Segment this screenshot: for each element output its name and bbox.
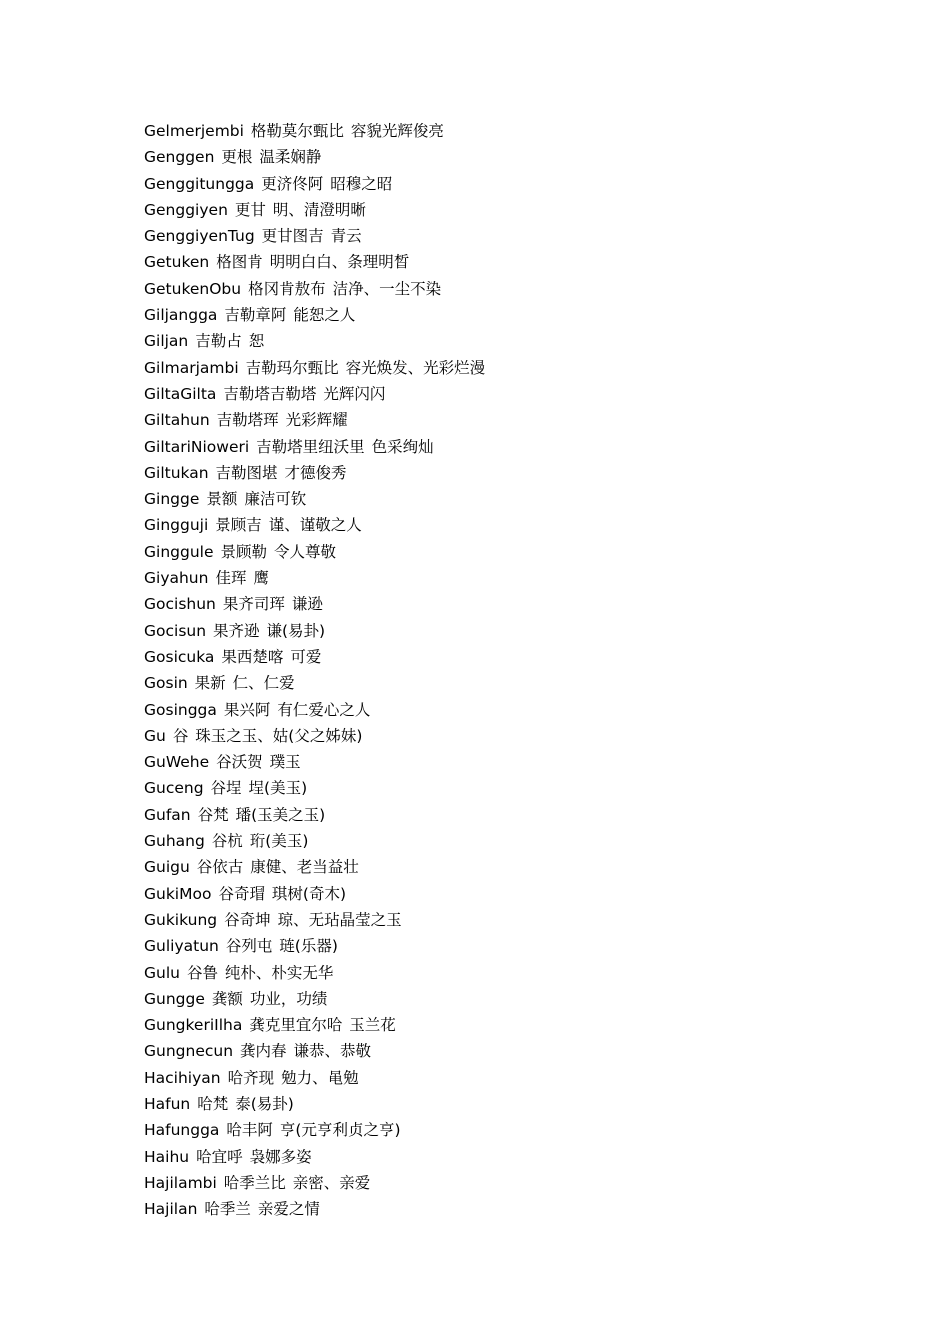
entry-meaning: 谦恭、恭敬 — [293, 1042, 371, 1061]
entry-meaning: 容貌光辉俊亮 — [350, 122, 444, 140]
entry-meaning: 能恕之人 — [293, 306, 356, 325]
entry-transliteration: 谷沃贺 — [216, 753, 263, 772]
entry-meaning: 色采绚灿 — [371, 437, 434, 456]
entry-meaning: 亲密、亲爱 — [292, 1173, 371, 1192]
list-item — [144, 171, 485, 197]
list-item — [144, 144, 485, 170]
entry-transliteration: 格冈肯敖布 — [248, 279, 326, 298]
entry-name: GenggiyenTug — [144, 227, 255, 246]
entry-transliteration: 哈季兰比 — [223, 1173, 286, 1192]
list-item — [144, 907, 485, 933]
entry-meaning: 埕(美玉) — [248, 779, 308, 798]
entry-name: Giltahun — [144, 411, 210, 430]
list-item — [144, 434, 485, 460]
entry-meaning: 洁净、一尘不染 — [332, 279, 442, 298]
entry-name: GukiMoo — [144, 884, 212, 903]
entry-name: Hafungga — [144, 1121, 220, 1140]
list-item — [144, 1065, 485, 1091]
list-item — [144, 881, 485, 907]
entry-name: Hafun — [144, 1094, 191, 1113]
entry-name: Gilmarjambi — [144, 358, 239, 377]
entry-name: Hajilan — [144, 1200, 198, 1219]
entry-transliteration: 果齐逊 — [213, 621, 260, 640]
entry-transliteration: 哈齐现 — [227, 1068, 275, 1087]
entry-name: Gungnecun — [144, 1042, 234, 1061]
entry-name: GungkeriIlha — [144, 1016, 243, 1035]
list-item — [144, 933, 485, 959]
list-item — [144, 1117, 485, 1143]
entry-transliteration: 吉勒塔里纽沃里 — [256, 437, 365, 456]
entry-name: Gu — [144, 726, 166, 745]
list-item — [144, 644, 485, 670]
entry-transliteration: 果新 — [194, 674, 226, 693]
entry-transliteration: 佳珲 — [215, 569, 247, 588]
entry-transliteration: 谷奇坤 — [224, 910, 271, 929]
entry-name: Genggiyen — [144, 200, 228, 219]
list-item — [144, 854, 485, 880]
entry-meaning: 昭穆之昭 — [330, 174, 393, 193]
entry-name: Gosicuka — [144, 647, 215, 666]
entry-transliteration: 哈丰阿 — [226, 1121, 273, 1140]
list-item — [144, 249, 485, 275]
entry-transliteration: 景顾勒 — [220, 542, 267, 561]
entry-meaning: 谦逊 — [291, 595, 323, 614]
entry-meaning: 琏(乐器) — [279, 937, 338, 956]
entry-meaning: 功业，功绩 — [249, 989, 328, 1008]
list-item — [144, 1091, 485, 1117]
list-item — [144, 460, 485, 486]
entry-transliteration: 果兴阿 — [223, 700, 271, 719]
entry-meaning: 令人尊敬 — [273, 542, 336, 561]
entry-transliteration: 吉勒图堪 — [215, 463, 278, 482]
list-item — [144, 223, 485, 249]
entry-transliteration: 格图肯 — [216, 253, 263, 272]
entry-transliteration: 谷依古 — [196, 858, 244, 877]
entry-meaning: 明、清澄明晰 — [272, 200, 366, 219]
entry-meaning: 璞玉 — [269, 753, 301, 772]
entry-transliteration: 谷列屯 — [225, 937, 273, 956]
list-item — [144, 565, 485, 591]
entry-transliteration: 谷鲁 — [186, 963, 218, 982]
entry-meaning: 容光焕发、光彩烂漫 — [345, 358, 486, 377]
entry-name: Genggen — [144, 148, 215, 167]
entry-transliteration: 更根 — [221, 148, 253, 167]
entry-transliteration: 哈宜呼 — [196, 1147, 243, 1166]
entry-meaning: 光辉闪闪 — [323, 384, 386, 403]
entry-transliteration: 哈梵 — [197, 1094, 229, 1113]
entry-name: Gufan — [144, 805, 191, 824]
entry-meaning: 琼、无玷晶莹之玉 — [277, 910, 402, 929]
entry-transliteration: 龚额 — [211, 989, 243, 1008]
entry-transliteration: 吉勒玛尔甄比 — [245, 358, 339, 377]
entry-meaning: 有仁爱心之人 — [277, 700, 371, 719]
entry-name: GiltariNioweri — [144, 437, 250, 456]
list-item — [144, 328, 485, 354]
entry-meaning: 鹰 — [253, 569, 269, 588]
list-item — [144, 591, 485, 617]
list-item — [144, 618, 485, 644]
list-item — [144, 1038, 485, 1064]
entry-meaning: 温柔娴静 — [259, 148, 322, 167]
entry-name: Haihu — [144, 1147, 190, 1166]
list-item — [144, 986, 485, 1012]
list-item — [144, 960, 485, 986]
entry-name: Guigu — [144, 858, 190, 877]
entry-meaning: 可爱 — [290, 647, 322, 666]
entry-meaning: 亲爱之情 — [257, 1200, 320, 1219]
list-item — [144, 802, 485, 828]
entry-meaning: 琪树(奇木) — [271, 884, 347, 903]
entry-name: Giltukan — [144, 463, 209, 482]
entry-meaning: 珩(美玉) — [249, 832, 309, 851]
entry-meaning: 泰(易卦) — [235, 1094, 294, 1113]
list-item — [144, 1012, 485, 1038]
entry-meaning: 康健、老当益壮 — [250, 858, 359, 877]
entry-name: Hacihiyan — [144, 1068, 221, 1087]
entry-meaning: 仁、仁爱 — [232, 674, 295, 693]
entry-name: Giljan — [144, 332, 189, 351]
entry-name: Gelmerjembi — [144, 122, 244, 140]
list-item — [144, 486, 485, 512]
entry-name: GetukenObu — [144, 279, 242, 298]
entry-meaning: 璠(玉美之玉) — [235, 805, 326, 824]
name-list — [144, 118, 485, 1222]
entry-name: Gocishun — [144, 595, 216, 614]
entry-name: Gukikung — [144, 910, 218, 929]
entry-name: GuWehe — [144, 753, 210, 772]
entry-meaning: 才德俊秀 — [284, 463, 347, 482]
entry-transliteration: 谷埕 — [210, 779, 242, 798]
list-item — [144, 197, 485, 223]
entry-meaning: 珠玉之玉、姑(父之姊妹) — [195, 726, 363, 745]
entry-meaning: 光彩辉耀 — [285, 411, 348, 430]
list-item — [144, 828, 485, 854]
list-item — [144, 381, 485, 407]
entry-name: Hajilambi — [144, 1173, 217, 1192]
list-item — [144, 1196, 485, 1222]
list-item — [144, 723, 485, 749]
entry-meaning: 谦(易卦) — [266, 621, 326, 640]
entry-transliteration: 吉勒塔吉勒塔 — [223, 384, 317, 403]
entry-transliteration: 景额 — [206, 490, 238, 509]
entry-transliteration: 谷梵 — [197, 805, 229, 824]
entry-transliteration: 谷杭 — [211, 832, 243, 851]
entry-meaning: 廉洁可钦 — [244, 490, 307, 509]
list-item — [144, 1144, 485, 1170]
entry-transliteration: 景顾吉 — [215, 516, 262, 535]
entry-transliteration: 吉勒章阿 — [224, 306, 287, 325]
entry-meaning: 玉兰花 — [349, 1016, 396, 1035]
entry-name: Guliyatun — [144, 937, 219, 956]
entry-name: Gosingga — [144, 700, 217, 719]
list-item — [144, 355, 485, 381]
list-item — [144, 302, 485, 328]
list-item — [144, 749, 485, 775]
entry-name: Genggitungga — [144, 174, 255, 193]
entry-transliteration: 更济佟阿 — [261, 174, 324, 193]
entry-name: Gulu — [144, 963, 180, 982]
list-item — [144, 407, 485, 433]
list-item — [144, 1170, 485, 1196]
entry-name: GiltaGilta — [144, 384, 217, 403]
entry-transliteration: 果西楚喀 — [221, 647, 284, 666]
entry-meaning: 明明白白、条理明晳 — [269, 253, 410, 272]
entry-transliteration: 谷奇瑁 — [218, 884, 265, 903]
entry-transliteration: 龚克里宜尔哈 — [249, 1016, 343, 1035]
entry-name: Giljangga — [144, 306, 218, 325]
entry-transliteration: 果齐司珲 — [222, 595, 285, 614]
entry-meaning: 恕 — [248, 332, 265, 351]
list-item — [144, 775, 485, 801]
entry-meaning: 亨(元亨利贞之亨) — [279, 1121, 401, 1140]
entry-name: Gingguji — [144, 516, 209, 535]
entry-name: Giyahun — [144, 569, 209, 588]
entry-name: Guceng — [144, 779, 204, 798]
entry-transliteration: 龚内春 — [240, 1042, 287, 1061]
entry-name: Ginggule — [144, 542, 214, 561]
entry-name: Guhang — [144, 832, 205, 851]
entry-meaning: 袅娜多姿 — [249, 1147, 312, 1166]
entry-name: Gocisun — [144, 621, 207, 640]
list-item — [144, 118, 485, 144]
list-item — [144, 670, 485, 696]
entry-meaning: 谨、谨敬之人 — [268, 516, 362, 535]
entry-meaning: 勉力、黾勉 — [281, 1068, 359, 1087]
entry-name: Gungge — [144, 989, 205, 1008]
entry-transliteration: 谷 — [172, 726, 189, 745]
list-item — [144, 276, 485, 302]
entry-transliteration: 吉勒塔珲 — [216, 411, 279, 430]
entry-name: Gosin — [144, 674, 188, 693]
list-item — [144, 697, 485, 723]
entry-transliteration: 更甘图吉 — [261, 227, 324, 246]
entry-transliteration: 吉勒占 — [195, 332, 242, 351]
list-item — [144, 512, 485, 538]
entry-meaning: 青云 — [330, 227, 362, 246]
entry-transliteration: 格勒莫尔甄比 — [250, 122, 344, 140]
entry-transliteration: 哈季兰 — [204, 1200, 251, 1219]
entry-meaning: 纯朴、朴实无华 — [224, 963, 334, 982]
entry-name: Getuken — [144, 253, 210, 272]
list-item — [144, 539, 485, 565]
entry-transliteration: 更甘 — [234, 200, 266, 219]
entry-name: Gingge — [144, 490, 200, 509]
